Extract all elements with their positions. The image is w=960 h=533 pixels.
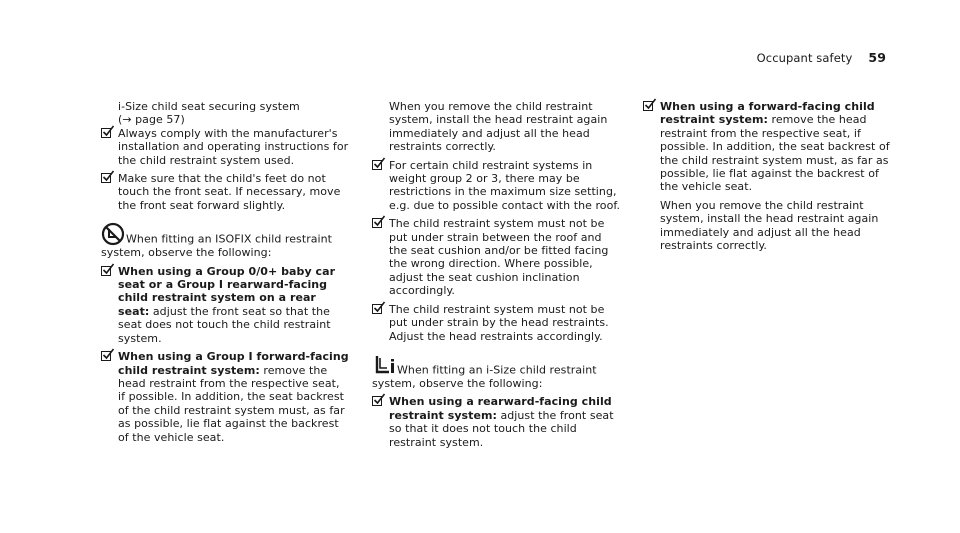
section-title: Occupant safety xyxy=(756,51,853,65)
checklist-item: Always comply with the manufacturer's installation and operating instructions for the child restraint system used. xyxy=(101,127,349,167)
checkbox-icon xyxy=(101,266,111,276)
column-3 xyxy=(643,100,893,252)
checkbox-icon xyxy=(372,304,382,314)
checklist-item: When using a rearward-facing child restraint system: adjust the front seat so that it does not touch the child restraint system. xyxy=(372,395,622,449)
checklist-item: When using a forward-facing child restraint system: remove the head restraint from the respective seat, if possible. In addition, the seat backrest of the child restraint system must, as far as possible, lie flat against the backrest of the vehicle seat. xyxy=(643,100,893,194)
checkbox-icon xyxy=(372,396,382,406)
checklist-item: When using a Group 0/0+ baby car seat or a Group I rearward-facing child restraint system on a rear seat: adjust the front seat so that the seat does not touch the child restraint system. xyxy=(101,265,349,345)
isize-note: When fitting an i-Size child restraint system, observe the following: xyxy=(372,353,622,390)
checkbox-icon xyxy=(101,128,111,138)
checklist-item: The child restraint system must not be put under strain by the head restraints. Adjust the head restraints accordingly. xyxy=(372,303,622,343)
page-number: 59 xyxy=(868,50,886,65)
checklist-item: The child restraint system must not be put under strain between the roof and the seat cushion and/or be fitted facing the wrong direction. Where possible, adjust the seat cushion inclination accordingly. xyxy=(372,217,622,297)
checkbox-icon xyxy=(101,351,111,361)
checkbox-icon xyxy=(101,173,111,183)
checklist-item: For certain child restraint systems in weight group 2 or 3, there may be restrictions in the maximum size setting, e.g. due to possible contact with the roof. xyxy=(372,159,622,213)
isize-seat-icon xyxy=(372,353,396,377)
checklist-item: When using a Group I forward-facing child restraint system: remove the head restraint from the respective seat, if possible. In addition, the seat backrest of the child restraint system must, as far as possible, lie flat against the backrest of the vehicle seat. xyxy=(101,350,349,444)
paragraph: When you remove the child restraint system, install the head restraint again immediately and adjust all the head restraints correctly. xyxy=(389,100,608,154)
checkbox-icon xyxy=(643,101,653,111)
paragraph: When you remove the child restraint system, install the head restraint again immediately and adjust all the head restraints correctly. xyxy=(660,198,879,253)
isofix-seat-icon xyxy=(101,222,125,246)
page-link[interactable]: (→ page 57) xyxy=(118,113,185,127)
cross-reference: i-Size child seat securing system (→ page 57) xyxy=(118,100,300,127)
checkbox-icon xyxy=(372,160,382,170)
isofix-note: When fitting an ISOFIX child restraint system, observe the following: xyxy=(101,222,349,259)
checkbox-icon xyxy=(372,218,382,228)
checklist-item: Make sure that the child's feet do not touch the front seat. If necessary, move the front seat forward slightly. xyxy=(101,172,349,212)
column-2 xyxy=(372,100,622,449)
page-header xyxy=(757,50,886,65)
column-1 xyxy=(101,100,349,444)
